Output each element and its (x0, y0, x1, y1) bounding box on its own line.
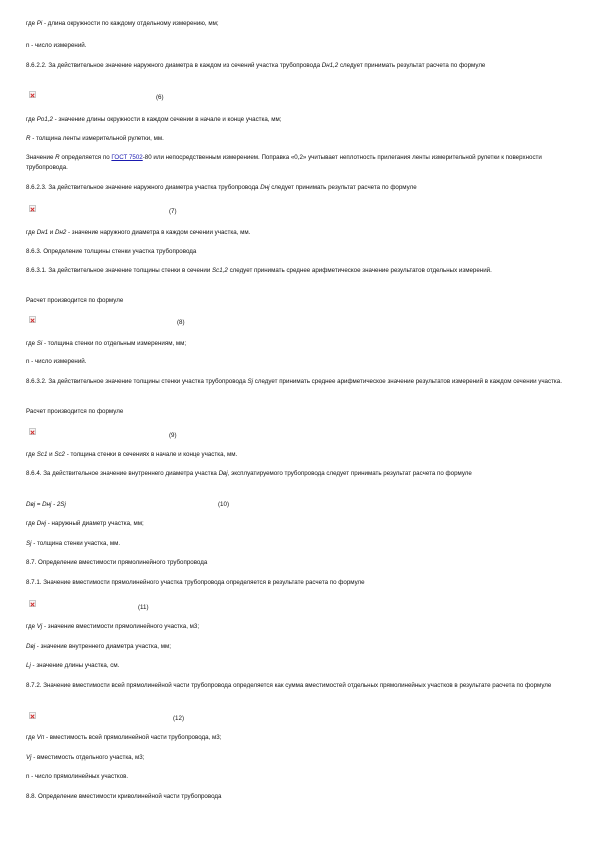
text-fragment: Значение (26, 154, 56, 161)
text-line-vp (26, 733, 566, 743)
text-line-sc (26, 450, 566, 460)
formula-number: (8) (177, 319, 185, 326)
variable: Dвj (26, 643, 36, 650)
formula-number: (11) (138, 604, 149, 611)
paragraph-8-6-4 (26, 469, 566, 479)
paragraph-8-7-2: 8.7.2. Значение вместимости всей прямолинейной части трубопровода определяется как сумма вместимостей отдельных прямолинейных участков в результате расчета по формуле (26, 682, 552, 689)
text-line-n: n - число измерений. (26, 358, 87, 365)
text-line-sj (26, 539, 566, 549)
text-fragment: - значение наружного диаметра в каждом сечении участка, мм. (66, 229, 251, 236)
text-fragment: - вместимость всей прямолинейной части трубопровода, м3; (44, 734, 222, 741)
text-line-vj2 (26, 753, 566, 763)
text-fragment: где (26, 520, 37, 527)
text-fragment: следует принимать результат расчета по формуле (338, 62, 486, 69)
variable: Dвj (218, 470, 228, 477)
text-fragment: - толщина стенки по отдельным измерениям, мм; (42, 340, 187, 347)
text-line-vj (26, 622, 566, 632)
text-fragment: где (26, 451, 37, 458)
section-heading-8-7: 8.7. Определение вместимости прямолинейного трубопровода (26, 559, 208, 566)
variable: R (55, 154, 60, 161)
text-line-calc: Расчет производится по формуле (26, 297, 124, 304)
text-fragment: следует принимать среднее арифметическое значение результатов отдельных измерений. (227, 267, 492, 274)
formula-number: (9) (169, 432, 177, 439)
variable: Dн1 (36, 229, 49, 236)
broken-image-icon (29, 600, 36, 607)
text-line-n: n - число измерений. (26, 42, 87, 49)
text-line-po (26, 115, 566, 125)
formula-number: (10) (218, 501, 230, 508)
variable: Sj (247, 378, 254, 385)
text-fragment: - толщина стенки в сечениях в начале и конце участка, мм. (65, 451, 238, 458)
section-heading-8-6-3: 8.6.3. Определение толщины стенки участка трубопровода (26, 248, 197, 255)
variable: Vп (36, 734, 45, 741)
variable: Pо1,2 (36, 116, 53, 123)
paragraph-8-7-1: 8.7.1. Значение вместимости прямолинейного участка трубопровода определяется в результате расчета по формуле (26, 579, 365, 586)
variable: Sj (26, 540, 32, 547)
text-fragment: - вместимость отдельного участка, м3; (31, 754, 145, 761)
formula-number: (12) (173, 715, 185, 722)
text-fragment: - наружный диаметр участка, мм; (46, 520, 144, 527)
broken-image-icon (29, 712, 36, 719)
text-fragment: следует принимать результат расчета по формуле (269, 184, 417, 191)
broken-image-icon (29, 428, 36, 435)
variable: Sс1 (36, 451, 48, 458)
paragraph-8-6-2-3 (26, 183, 566, 193)
text-fragment: определяется по (59, 154, 112, 161)
variable: Pi (36, 20, 43, 27)
text-fragment: где (26, 229, 37, 236)
text-line-pi (26, 19, 566, 29)
text-line-dvj (26, 642, 566, 652)
text-fragment: , эксплуатируемого трубопровода следует принимать результат расчета по формуле (227, 470, 472, 477)
broken-image-icon (29, 91, 36, 98)
text-fragment: - значение длины окружности в каждом сечении в начале и конце участка, мм; (52, 116, 282, 123)
paragraph-8-6-3-1 (26, 266, 566, 276)
text-fragment: - значение внутреннего диаметра участка, мм; (35, 643, 171, 650)
text-fragment: и (48, 229, 55, 236)
text-fragment: где (26, 623, 37, 630)
text-fragment: 8.6.3.1. За действительное значение толщины стенки в сечении (26, 267, 213, 274)
text-fragment: 8.6.2.3. За действительное значение наружного диаметра участка трубопровода (26, 184, 261, 191)
variable: Sс1,2 (212, 267, 228, 274)
gost-link[interactable]: ГОСТ 7502 (111, 154, 143, 161)
text-fragment: - значение длины участка, см. (30, 662, 120, 669)
paragraph-r-value (26, 153, 566, 172)
formula-number: (6) (156, 94, 164, 101)
variable: Dнj (36, 520, 46, 527)
text-fragment: 8.6.4. За действительное значение внутреннего диаметра участка (26, 470, 219, 477)
variable: Sс2 (54, 451, 65, 458)
text-fragment: - значение вместимости прямолинейного участка, м3; (42, 623, 200, 630)
text-line-dn (26, 228, 566, 238)
variable: Dн1,2 (321, 62, 339, 69)
text-line-calc: Расчет производится по формуле (26, 408, 124, 415)
formula-text: Dвj = Dнj - 2Sj (26, 501, 66, 508)
variable: R (26, 135, 31, 142)
text-fragment: следует принимать среднее арифметическое значение результатов измерений в каждом сечении участка. (253, 378, 562, 385)
paragraph-8-6-3-2 (26, 377, 566, 387)
text-line-r (26, 134, 566, 144)
variable: Lj (26, 662, 31, 669)
text-fragment: где (26, 20, 37, 27)
text-fragment: - длина окружности по каждому отдельному измерению, мм; (42, 20, 219, 27)
variable: Dнj (260, 184, 270, 191)
text-fragment: и (47, 451, 55, 458)
variable: Dн2 (54, 229, 67, 236)
variable: Si (36, 340, 43, 347)
text-fragment: где (26, 734, 37, 741)
broken-image-icon (29, 316, 36, 323)
paragraph-8-6-2-2 (26, 61, 566, 71)
text-fragment: где (26, 340, 37, 347)
broken-image-icon (29, 205, 36, 212)
variable: Vj (36, 623, 43, 630)
text-fragment: 8.6.2.2. За действительное значение наружного диаметра в каждом из сечений участка трубопровода (26, 62, 322, 69)
text-line-si (26, 339, 566, 349)
text-fragment: где (26, 116, 37, 123)
variable: Vj (26, 754, 32, 761)
text-line-lj (26, 661, 566, 671)
text-line-dnj (26, 519, 566, 529)
section-heading-8-8: 8.8. Определение вместимости криволинейной части трубопровода (26, 793, 222, 800)
text-fragment: -80 или непосредственным измерением. Поправка «0,2» учитывает неплотность прилегания ленты измерительной рулетки к поверхности трубопровода. (26, 154, 542, 171)
text-fragment: - толщина стенки участка, мм. (31, 540, 121, 547)
formula-number: (7) (169, 208, 177, 215)
formula-10 (26, 500, 206, 510)
text-fragment: 8.6.3.2. За действительное значение толщины стенки участка трубопровода (26, 378, 248, 385)
text-line-n-segments: n - число прямолинейных участков. (26, 773, 129, 780)
text-fragment: - толщина ленты измерительной рулетки, мм. (30, 135, 164, 142)
